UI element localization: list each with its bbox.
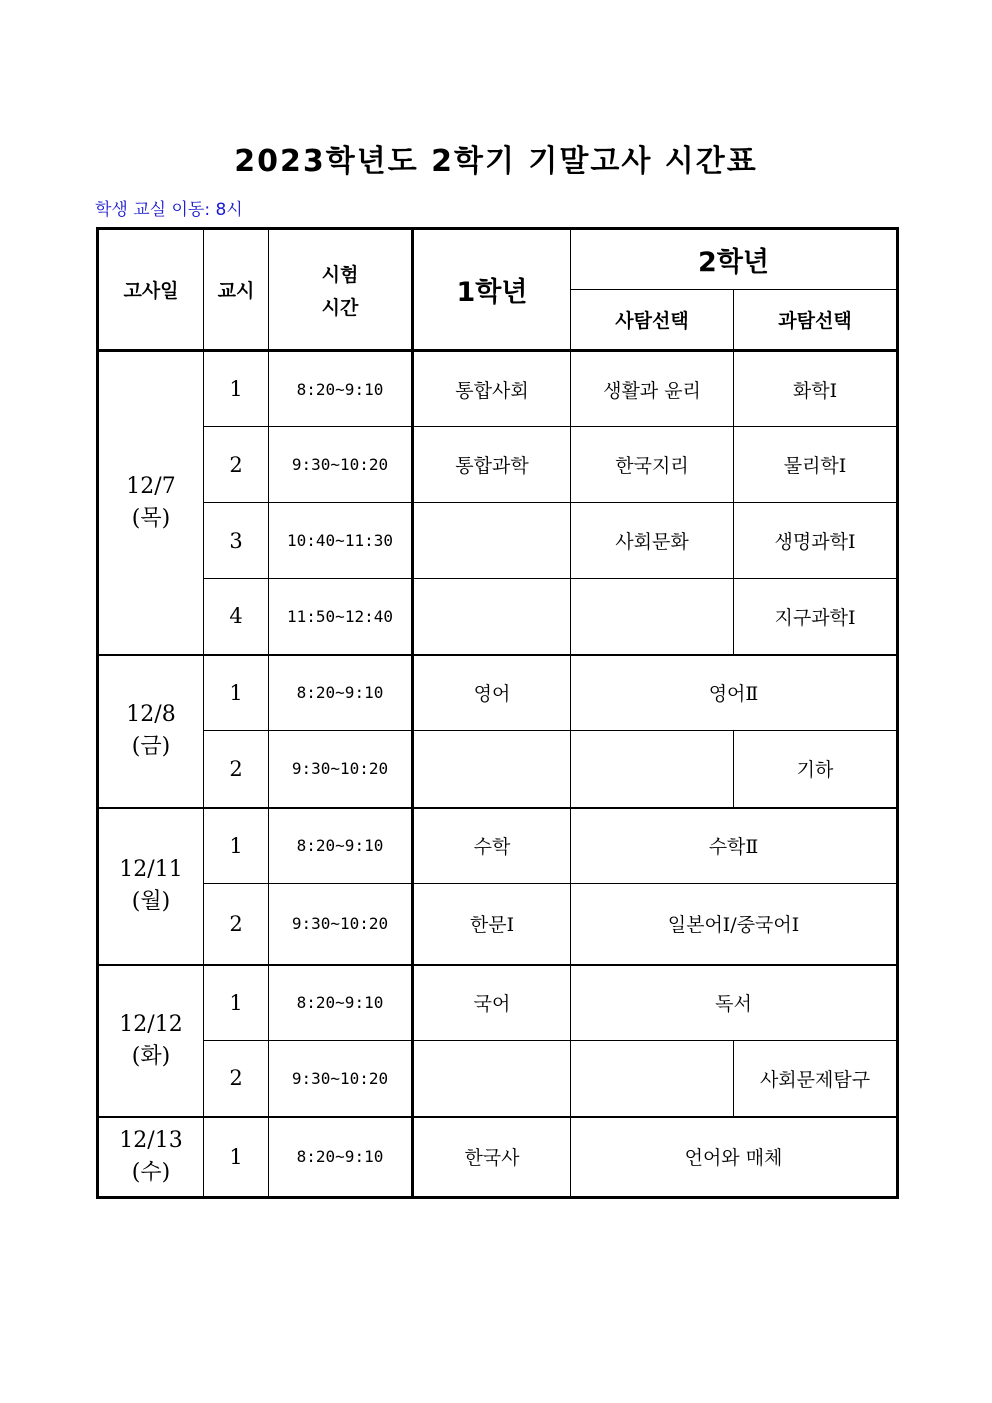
period-cell: 1	[204, 965, 269, 1041]
header-exam-day: 고사일	[98, 229, 204, 351]
grade2-subject-cell: 수학Ⅱ	[571, 808, 898, 884]
grade1-subject-cell	[413, 1041, 571, 1117]
page-title: 2023학년도 2학기 기말고사 시간표	[234, 144, 758, 179]
grade2-social-subject-cell: 생활과 윤리	[571, 351, 734, 427]
grade2-science-subject-cell: 생명과학Ⅰ	[734, 503, 898, 579]
period-cell: 1	[204, 1117, 269, 1198]
header-exam-time	[269, 229, 413, 351]
period-cell: 2	[204, 427, 269, 503]
grade1-subject-cell: 영어	[413, 655, 571, 731]
move-time-note: 학생 교실 이동: 8시	[95, 200, 243, 220]
period-cell: 1	[204, 351, 269, 427]
exam-date-cell	[98, 965, 204, 1117]
exam-date: 12/12	[119, 1011, 183, 1037]
table-row	[98, 1117, 898, 1198]
header-period: 교시	[204, 229, 269, 351]
exam-date: 12/11	[119, 857, 183, 882]
grade2-social-subject-cell	[571, 1041, 734, 1117]
grade2-social-subject-cell: 사회문화	[571, 503, 734, 579]
exam-date: 12/13	[119, 1127, 183, 1153]
period-cell: 2	[204, 1041, 269, 1117]
exam-date-cell	[98, 808, 204, 965]
header-exam-time-line1: 시험	[321, 263, 359, 286]
exam-time-cell: 8:20~9:10	[269, 1117, 413, 1198]
grade1-subject-cell	[413, 579, 571, 655]
exam-time-cell: 9:30~10:20	[269, 884, 413, 965]
exam-weekday: (화)	[131, 1043, 171, 1069]
grade1-subject-cell: 한문Ⅰ	[413, 884, 571, 965]
table-row	[98, 965, 898, 1041]
table-row	[98, 503, 898, 579]
exam-schedule-table	[96, 227, 899, 1199]
header-social-elective: 사탐선택	[571, 290, 734, 351]
period-cell: 2	[204, 884, 269, 965]
grade2-science-subject-cell: 기하	[734, 731, 898, 808]
exam-time-cell: 11:50~12:40	[269, 579, 413, 655]
grade2-subject-cell: 독서	[571, 965, 898, 1041]
exam-weekday: (수)	[131, 1159, 171, 1185]
grade2-science-subject-cell: 지구과학Ⅰ	[734, 579, 898, 655]
grade1-subject-cell	[413, 731, 571, 808]
grade2-social-subject-cell	[571, 579, 734, 655]
period-cell: 3	[204, 503, 269, 579]
period-cell: 1	[204, 808, 269, 884]
header-exam-time-line2: 시간	[321, 296, 359, 319]
period-cell: 4	[204, 579, 269, 655]
exam-date: 12/7	[126, 473, 176, 499]
grade1-subject-cell: 한국사	[413, 1117, 571, 1198]
exam-time-cell: 9:30~10:20	[269, 427, 413, 503]
exam-time-cell: 8:20~9:10	[269, 965, 413, 1041]
table-row	[98, 427, 898, 503]
grade2-subject-cell: 영어Ⅱ	[571, 655, 898, 731]
exam-date-cell	[98, 1117, 204, 1198]
exam-time-cell: 9:30~10:20	[269, 731, 413, 808]
grade2-subject-cell: 일본어Ⅰ/중국어Ⅰ	[571, 884, 898, 965]
exam-date-cell	[98, 351, 204, 655]
exam-time-cell: 8:20~9:10	[269, 655, 413, 731]
grade2-science-subject-cell: 물리학Ⅰ	[734, 427, 898, 503]
table-row	[98, 351, 898, 427]
grade1-subject-cell: 국어	[413, 965, 571, 1041]
exam-weekday: (목)	[131, 505, 171, 531]
grade2-science-subject-cell: 화학Ⅰ	[734, 351, 898, 427]
exam-time-cell: 10:40~11:30	[269, 503, 413, 579]
table-row	[98, 808, 898, 884]
table-row	[98, 1041, 898, 1117]
exam-weekday: (금)	[131, 734, 171, 759]
table-row	[98, 655, 898, 731]
grade1-subject-cell	[413, 503, 571, 579]
exam-date-cell	[98, 655, 204, 808]
period-cell: 1	[204, 655, 269, 731]
grade1-subject-cell: 수학	[413, 808, 571, 884]
period-cell: 2	[204, 731, 269, 808]
grade1-subject-cell: 통합과학	[413, 427, 571, 503]
header-grade2: 2학년	[571, 229, 898, 290]
grade2-social-subject-cell: 한국지리	[571, 427, 734, 503]
exam-weekday: (월)	[131, 889, 171, 914]
header-grade1: 1학년	[413, 229, 571, 351]
grade1-subject-cell: 통합사회	[413, 351, 571, 427]
exam-date: 12/8	[126, 702, 176, 727]
exam-time-cell: 8:20~9:10	[269, 351, 413, 427]
header-science-elective: 과탐선택	[734, 290, 898, 351]
table-row	[98, 579, 898, 655]
grade2-science-subject-cell: 사회문제탐구	[734, 1041, 898, 1117]
grade2-social-subject-cell	[571, 731, 734, 808]
schedule-body	[98, 351, 898, 1198]
table-row	[98, 884, 898, 965]
exam-time-cell: 8:20~9:10	[269, 808, 413, 884]
table-row	[98, 731, 898, 808]
grade2-subject-cell: 언어와 매체	[571, 1117, 898, 1198]
exam-time-cell: 9:30~10:20	[269, 1041, 413, 1117]
